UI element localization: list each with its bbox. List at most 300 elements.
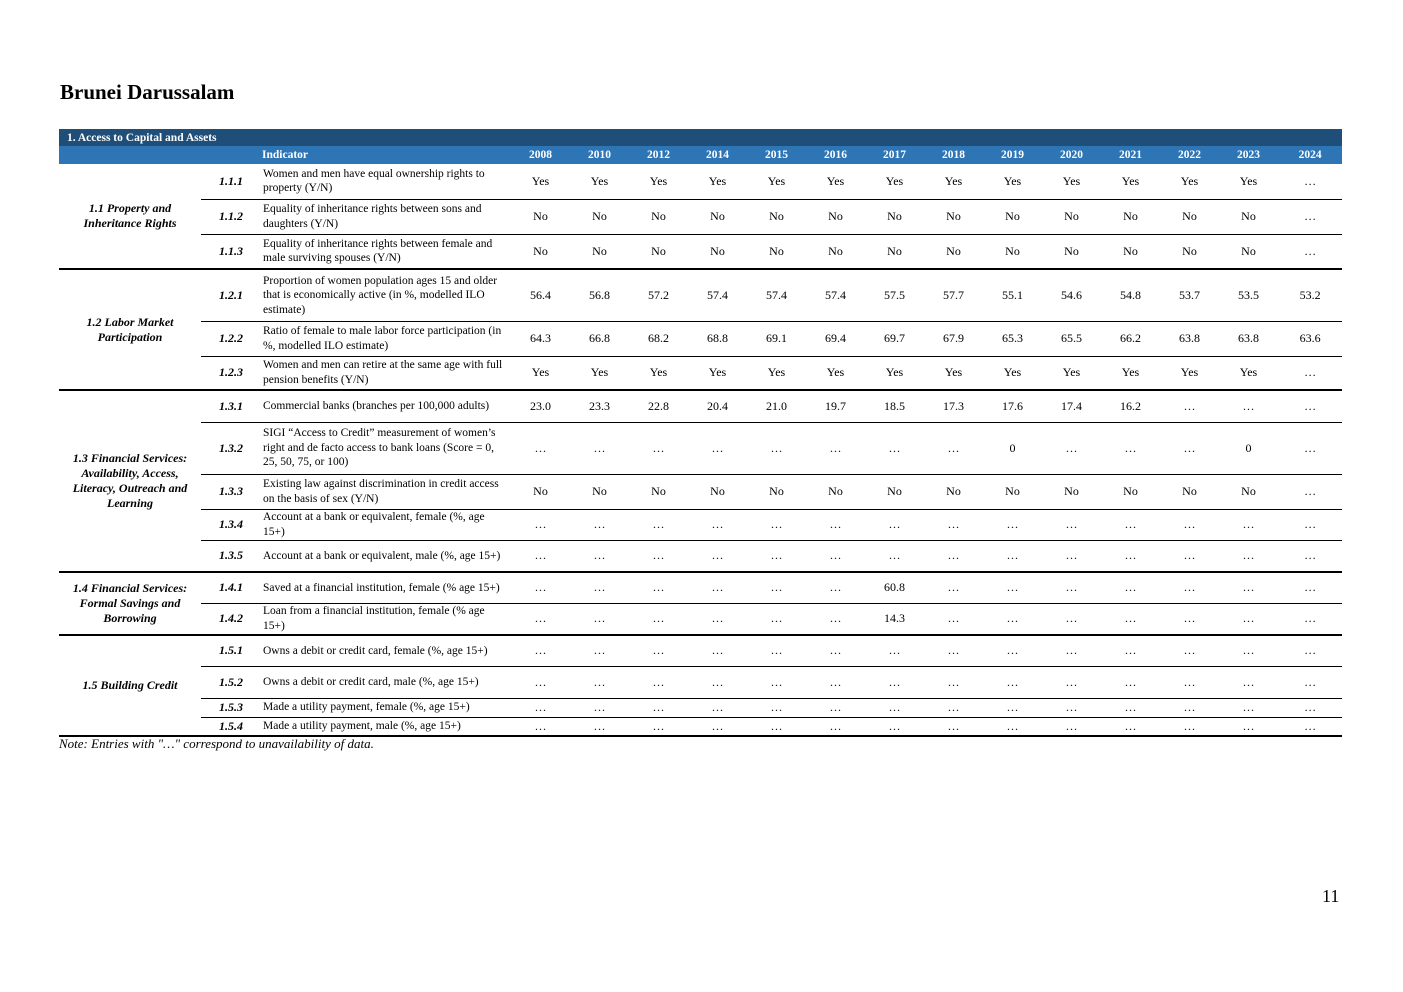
value-cell: … [570, 666, 629, 698]
value-cell: Yes [806, 356, 865, 390]
year-header: 2010 [570, 146, 629, 164]
value-cell: … [1101, 666, 1160, 698]
indicator-code: 1.2.3 [201, 356, 261, 390]
value-cell: … [629, 698, 688, 717]
indicator-description: Equality of inheritance rights between female and male surviving spouses (Y/N) [261, 234, 511, 269]
value-cell: No [511, 474, 570, 509]
indicator-code: 1.4.2 [201, 603, 261, 635]
value-cell: Yes [1042, 164, 1101, 199]
indicator-description: Existing law against discrimination in credit access on the basis of sex (Y/N) [261, 474, 511, 509]
indicator-code: 1.3.1 [201, 390, 261, 422]
value-cell: … [629, 717, 688, 736]
value-cell: … [570, 422, 629, 474]
value-cell: … [806, 666, 865, 698]
value-cell: … [865, 666, 924, 698]
table-row [59, 422, 1342, 474]
value-cell: … [1278, 698, 1342, 717]
value-cell: No [629, 199, 688, 234]
value-cell: … [1101, 698, 1160, 717]
value-cell: … [629, 603, 688, 635]
value-cell: … [924, 603, 983, 635]
table-row [59, 474, 1342, 509]
value-cell: … [1160, 540, 1219, 572]
value-cell: … [688, 509, 747, 540]
value-cell: … [806, 540, 865, 572]
value-cell: No [865, 199, 924, 234]
value-cell: … [1101, 603, 1160, 635]
value-cell: … [1278, 422, 1342, 474]
table-row [59, 698, 1342, 717]
value-cell: 65.5 [1042, 321, 1101, 356]
table-row [59, 717, 1342, 736]
value-cell: … [1160, 666, 1219, 698]
value-cell: … [688, 540, 747, 572]
value-cell: Yes [570, 164, 629, 199]
year-header: 2020 [1042, 146, 1101, 164]
value-cell: No [806, 234, 865, 269]
value-cell: 63.8 [1160, 321, 1219, 356]
value-cell: … [1219, 509, 1278, 540]
value-cell: No [1101, 474, 1160, 509]
value-cell: 14.3 [865, 603, 924, 635]
value-cell: No [747, 474, 806, 509]
value-cell: … [806, 698, 865, 717]
value-cell: 57.5 [865, 269, 924, 321]
value-cell: … [1042, 717, 1101, 736]
value-cell: No [747, 234, 806, 269]
value-cell: Yes [806, 164, 865, 199]
indicator-description: Women and men have equal ownership rights to property (Y/N) [261, 164, 511, 199]
value-cell: … [1219, 698, 1278, 717]
indicator-code: 1.5.4 [201, 717, 261, 736]
value-cell: … [1042, 422, 1101, 474]
value-cell: … [983, 717, 1042, 736]
value-cell: … [629, 635, 688, 666]
value-cell: … [1160, 572, 1219, 603]
value-cell: … [1219, 666, 1278, 698]
value-cell: No [747, 199, 806, 234]
value-cell: No [924, 474, 983, 509]
value-cell: … [806, 422, 865, 474]
value-cell: 57.4 [806, 269, 865, 321]
year-header: 2019 [983, 146, 1042, 164]
value-cell: No [1101, 234, 1160, 269]
value-cell: … [1160, 717, 1219, 736]
year-header: 2016 [806, 146, 865, 164]
indicator-code: 1.2.1 [201, 269, 261, 321]
year-header: 2018 [924, 146, 983, 164]
value-cell: 17.3 [924, 390, 983, 422]
indicator-description: Made a utility payment, male (%, age 15+) [261, 717, 511, 736]
value-cell: No [688, 199, 747, 234]
value-cell: … [865, 698, 924, 717]
table-row [59, 356, 1342, 390]
value-cell: … [629, 509, 688, 540]
value-cell: … [629, 540, 688, 572]
year-header: 2023 [1219, 146, 1278, 164]
year-header: 2014 [688, 146, 747, 164]
indicator-description: Women and men can retire at the same age with full pension benefits (Y/N) [261, 356, 511, 390]
value-cell: … [1278, 540, 1342, 572]
value-cell: No [1101, 199, 1160, 234]
value-cell: … [1219, 540, 1278, 572]
value-cell: … [983, 635, 1042, 666]
page-number: 11 [1322, 886, 1340, 906]
value-cell: 55.1 [983, 269, 1042, 321]
value-cell: 57.2 [629, 269, 688, 321]
value-cell: No [688, 474, 747, 509]
value-cell: … [1042, 635, 1101, 666]
value-cell: … [1278, 635, 1342, 666]
value-cell: … [570, 540, 629, 572]
value-cell: Yes [511, 356, 570, 390]
value-cell: 66.8 [570, 321, 629, 356]
value-cell: … [629, 422, 688, 474]
group-label: 1.5 Building Credit [59, 635, 201, 736]
value-cell: … [1278, 572, 1342, 603]
value-cell: … [511, 698, 570, 717]
value-cell: … [1042, 540, 1101, 572]
value-cell: Yes [865, 356, 924, 390]
value-cell: … [629, 666, 688, 698]
value-cell: No [1042, 474, 1101, 509]
value-cell: Yes [570, 356, 629, 390]
value-cell: … [747, 572, 806, 603]
value-cell: … [806, 717, 865, 736]
value-cell: … [1219, 390, 1278, 422]
value-cell: 21.0 [747, 390, 806, 422]
value-cell: … [1042, 666, 1101, 698]
indicator-code: 1.1.1 [201, 164, 261, 199]
value-cell: Yes [629, 164, 688, 199]
value-cell: … [983, 509, 1042, 540]
indicator-description: Owns a debit or credit card, female (%, age 15+) [261, 635, 511, 666]
table-row [59, 540, 1342, 572]
value-cell: … [1278, 509, 1342, 540]
value-cell: … [629, 572, 688, 603]
value-cell: … [570, 572, 629, 603]
value-cell: 69.7 [865, 321, 924, 356]
year-header: 2024 [1278, 146, 1342, 164]
table-row [59, 234, 1342, 269]
value-cell: … [924, 635, 983, 666]
value-cell: No [1160, 234, 1219, 269]
value-cell: … [1160, 390, 1219, 422]
value-cell: … [688, 572, 747, 603]
value-cell: … [924, 698, 983, 717]
table-row [59, 321, 1342, 356]
indicator-code: 1.3.2 [201, 422, 261, 474]
value-cell: 19.7 [806, 390, 865, 422]
value-cell: … [865, 540, 924, 572]
value-cell: 23.3 [570, 390, 629, 422]
value-cell: 53.2 [1278, 269, 1342, 321]
value-cell: … [570, 603, 629, 635]
indicator-code: 1.1.2 [201, 199, 261, 234]
table-body [59, 164, 1342, 736]
value-cell: 16.2 [1101, 390, 1160, 422]
table-row [59, 390, 1342, 422]
value-cell: … [865, 717, 924, 736]
value-cell: … [924, 422, 983, 474]
value-cell: … [511, 572, 570, 603]
value-cell: Yes [1042, 356, 1101, 390]
value-cell: No [983, 199, 1042, 234]
value-cell: … [1278, 164, 1342, 199]
value-cell: … [511, 540, 570, 572]
value-cell: Yes [924, 356, 983, 390]
value-cell: Yes [1219, 164, 1278, 199]
value-cell: … [570, 698, 629, 717]
table-row [59, 199, 1342, 234]
value-cell: … [511, 509, 570, 540]
value-cell: 22.8 [629, 390, 688, 422]
value-cell: … [1278, 666, 1342, 698]
value-cell: 54.6 [1042, 269, 1101, 321]
value-cell: … [511, 666, 570, 698]
value-cell: 68.2 [629, 321, 688, 356]
value-cell: … [1219, 603, 1278, 635]
value-cell: 68.8 [688, 321, 747, 356]
year-header: 2021 [1101, 146, 1160, 164]
value-cell: … [1042, 572, 1101, 603]
indicator-code: 1.1.3 [201, 234, 261, 269]
value-cell: 56.8 [570, 269, 629, 321]
indicator-description: Account at a bank or equivalent, male (%, age 15+) [261, 540, 511, 572]
indicator-description: Owns a debit or credit card, male (%, age 15+) [261, 666, 511, 698]
value-cell: … [1101, 540, 1160, 572]
indicator-code: 1.2.2 [201, 321, 261, 356]
value-cell: … [1101, 635, 1160, 666]
value-cell: … [688, 422, 747, 474]
indicator-code: 1.5.2 [201, 666, 261, 698]
value-cell: No [1042, 234, 1101, 269]
value-cell: … [924, 666, 983, 698]
value-cell: … [1278, 717, 1342, 736]
value-cell: … [1278, 234, 1342, 269]
value-cell: … [747, 635, 806, 666]
table-row [59, 666, 1342, 698]
value-cell: Yes [924, 164, 983, 199]
value-cell: No [1042, 199, 1101, 234]
value-cell: … [1160, 698, 1219, 717]
value-cell: … [570, 635, 629, 666]
value-cell: No [1219, 474, 1278, 509]
value-cell: … [924, 540, 983, 572]
value-cell: … [747, 422, 806, 474]
value-cell: No [1160, 199, 1219, 234]
header-row [59, 146, 1342, 164]
value-cell: … [570, 717, 629, 736]
value-cell: 23.0 [511, 390, 570, 422]
value-cell: No [1160, 474, 1219, 509]
value-cell: Yes [1160, 164, 1219, 199]
year-header: 2012 [629, 146, 688, 164]
value-cell: … [1219, 717, 1278, 736]
value-cell: … [1219, 635, 1278, 666]
year-header: 2015 [747, 146, 806, 164]
value-cell: Yes [688, 164, 747, 199]
value-cell: 66.2 [1101, 321, 1160, 356]
value-cell: … [511, 422, 570, 474]
value-cell: Yes [1160, 356, 1219, 390]
value-cell: … [1160, 603, 1219, 635]
value-cell: … [924, 572, 983, 603]
value-cell: Yes [511, 164, 570, 199]
value-cell: No [570, 199, 629, 234]
value-cell: … [1101, 717, 1160, 736]
indicator-code: 1.3.3 [201, 474, 261, 509]
value-cell: Yes [983, 164, 1042, 199]
indicator-description: Loan from a financial institution, female (% age 15+) [261, 603, 511, 635]
indicator-description: Commercial banks (branches per 100,000 adults) [261, 390, 511, 422]
value-cell: … [1101, 509, 1160, 540]
value-cell: … [1160, 422, 1219, 474]
value-cell: 0 [1219, 422, 1278, 474]
value-cell: … [511, 603, 570, 635]
value-cell: 69.1 [747, 321, 806, 356]
value-cell: Yes [983, 356, 1042, 390]
value-cell: … [1101, 422, 1160, 474]
indicator-description: Saved at a financial institution, female (% age 15+) [261, 572, 511, 603]
value-cell: … [1278, 390, 1342, 422]
value-cell: … [983, 698, 1042, 717]
value-cell: … [924, 509, 983, 540]
value-cell: No [688, 234, 747, 269]
value-cell: Yes [747, 164, 806, 199]
value-cell: … [865, 509, 924, 540]
table-row [59, 164, 1342, 199]
group-label: 1.2 Labor Market Participation [59, 269, 201, 390]
value-cell: … [865, 635, 924, 666]
value-cell: … [806, 635, 865, 666]
indicator-description: Ratio of female to male labor force participation (in %, modelled ILO estimate) [261, 321, 511, 356]
indicator-code: 1.3.4 [201, 509, 261, 540]
value-cell: 56.4 [511, 269, 570, 321]
value-cell: 57.4 [747, 269, 806, 321]
value-cell: Yes [1101, 356, 1160, 390]
value-cell: … [1042, 603, 1101, 635]
indicator-code: 1.4.1 [201, 572, 261, 603]
value-cell: No [511, 234, 570, 269]
value-cell: … [688, 635, 747, 666]
value-cell: … [924, 717, 983, 736]
value-cell: … [1278, 603, 1342, 635]
indicator-description: Made a utility payment, female (%, age 15+) [261, 698, 511, 717]
value-cell: 69.4 [806, 321, 865, 356]
value-cell: … [688, 603, 747, 635]
table-row [59, 509, 1342, 540]
group-label: 1.1 Property and Inheritance Rights [59, 164, 201, 269]
indicator-code: 1.5.1 [201, 635, 261, 666]
value-cell: 57.4 [688, 269, 747, 321]
value-cell: … [1219, 572, 1278, 603]
value-cell: 17.4 [1042, 390, 1101, 422]
value-cell: Yes [688, 356, 747, 390]
value-cell: Yes [629, 356, 688, 390]
value-cell: … [983, 666, 1042, 698]
value-cell: 18.5 [865, 390, 924, 422]
value-cell: … [747, 698, 806, 717]
section-title-row [59, 129, 1342, 146]
value-cell: 57.7 [924, 269, 983, 321]
value-cell: No [1219, 234, 1278, 269]
value-cell: … [747, 717, 806, 736]
table-row [59, 635, 1342, 666]
value-cell: Yes [865, 164, 924, 199]
value-cell: … [983, 603, 1042, 635]
value-cell: 17.6 [983, 390, 1042, 422]
year-header: 2008 [511, 146, 570, 164]
value-cell: … [983, 572, 1042, 603]
value-cell: … [747, 603, 806, 635]
value-cell: No [806, 474, 865, 509]
indicator-description: Proportion of women population ages 15 and older that is economically active (in %, modelled ILO estimate) [261, 269, 511, 321]
value-cell: … [1042, 509, 1101, 540]
value-cell: … [1042, 698, 1101, 717]
table-row [59, 603, 1342, 635]
value-cell: 63.8 [1219, 321, 1278, 356]
value-cell: … [570, 509, 629, 540]
value-cell: No [924, 234, 983, 269]
value-cell: … [1278, 199, 1342, 234]
indicator-table [59, 129, 1342, 737]
indicator-code: 1.5.3 [201, 698, 261, 717]
value-cell: … [1278, 356, 1342, 390]
value-cell: No [865, 474, 924, 509]
value-cell: No [629, 474, 688, 509]
table-note: Note: Entries with "…" correspond to unavailability of data. [59, 736, 374, 751]
value-cell: … [1160, 509, 1219, 540]
value-cell: … [1160, 635, 1219, 666]
value-cell: … [511, 635, 570, 666]
value-cell: Yes [1219, 356, 1278, 390]
value-cell: … [688, 666, 747, 698]
value-cell: Yes [1101, 164, 1160, 199]
value-cell: No [1219, 199, 1278, 234]
indicator-description: SIGI “Access to Credit” measurement of women’s right and de facto access to bank loans (Score = 0, 25, 50, 75, or 100) [261, 422, 511, 474]
value-cell: No [511, 199, 570, 234]
value-cell: … [747, 509, 806, 540]
value-cell: 63.6 [1278, 321, 1342, 356]
value-cell: … [688, 698, 747, 717]
value-cell: … [983, 540, 1042, 572]
indicator-code: 1.3.5 [201, 540, 261, 572]
page-title: Brunei Darussalam [60, 80, 235, 104]
value-cell: 53.5 [1219, 269, 1278, 321]
value-cell: 67.9 [924, 321, 983, 356]
value-cell: … [806, 509, 865, 540]
value-cell: … [511, 717, 570, 736]
value-cell: No [806, 199, 865, 234]
value-cell: … [747, 666, 806, 698]
value-cell: 60.8 [865, 572, 924, 603]
group-label: 1.3 Financial Services: Availability, Access, Literacy, Outreach and Learning [59, 390, 201, 572]
value-cell: 0 [983, 422, 1042, 474]
value-cell: … [1101, 572, 1160, 603]
value-cell: 54.8 [1101, 269, 1160, 321]
group-label: 1.4 Financial Services: Formal Savings and Borrowing [59, 572, 201, 635]
value-cell: No [570, 234, 629, 269]
year-header: 2022 [1160, 146, 1219, 164]
year-header: 2017 [865, 146, 924, 164]
value-cell: … [806, 572, 865, 603]
value-cell: No [570, 474, 629, 509]
value-cell: 65.3 [983, 321, 1042, 356]
value-cell: 64.3 [511, 321, 570, 356]
value-cell: … [688, 717, 747, 736]
indicator-description: Account at a bank or equivalent, female (%, age 15+) [261, 509, 511, 540]
